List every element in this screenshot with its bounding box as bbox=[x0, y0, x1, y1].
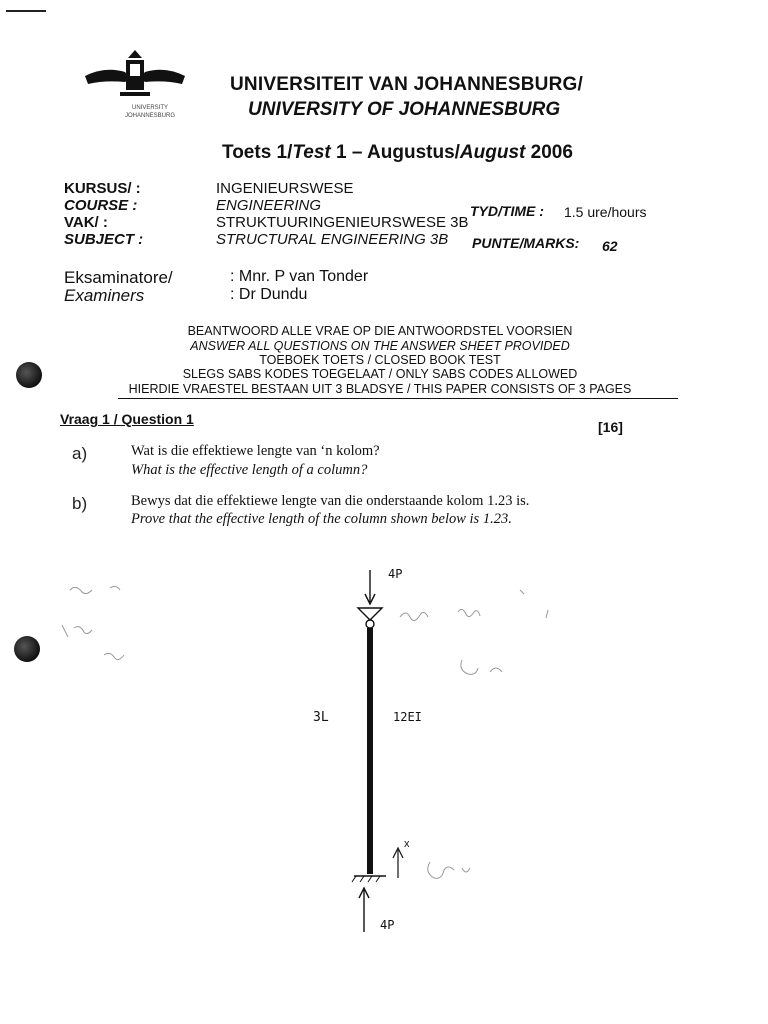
part-b-af: Bewys dat die effektiewe lengte van die onderstaande kolom 1.23 is. bbox=[131, 493, 530, 509]
punch-hole bbox=[14, 636, 40, 662]
test-title: Toets 1/Test 1 – Augustus/August 2006 bbox=[222, 142, 573, 163]
instruction-5: HIERDIE VRAESTEL BESTAAN UIT 3 BLADSYE / THIS PAPER CONSISTS OF 3 PAGES bbox=[128, 382, 632, 396]
part-a-letter: a) bbox=[72, 444, 88, 463]
scan-mark bbox=[6, 10, 46, 12]
course-en: ENGINEERING bbox=[216, 197, 322, 214]
stiffness-label: 12EI bbox=[393, 710, 422, 724]
university-name-en: UNIVERSITY OF JOHANNESBURG bbox=[248, 99, 561, 120]
subject-af: STRUKTUURINGENIEURSWESE 3B bbox=[216, 214, 469, 231]
kursus-label: KURSUS/ : bbox=[64, 180, 141, 197]
subject-label: SUBJECT : bbox=[64, 231, 144, 248]
axis-x-label: x bbox=[404, 838, 410, 850]
time-label: TYD/TIME : bbox=[470, 203, 544, 219]
instruction-1: BEANTWOORD ALLE VRAE OP DIE ANTWOORDSTEL VOORSIEN bbox=[187, 324, 573, 338]
marks-label: PUNTE/MARKS: bbox=[472, 235, 580, 251]
university-logo bbox=[80, 48, 190, 108]
examiner-1: : Mnr. P van Tonder bbox=[230, 268, 369, 285]
part-b-en: Prove that the effective length of the column shown below is 1.23. bbox=[131, 511, 512, 527]
question-marks: [16] bbox=[598, 419, 623, 435]
divider bbox=[118, 398, 678, 399]
examiner-2: : Dr Dundu bbox=[230, 286, 308, 303]
course-af: INGENIEURSWESE bbox=[216, 180, 354, 197]
university-name-af: UNIVERSITEIT VAN JOHANNESBURG/ bbox=[230, 74, 583, 95]
part-a-en: What is the effective length of a column? bbox=[131, 462, 368, 478]
examiners-label-af: Eksaminatore/ bbox=[64, 268, 173, 287]
course-label: COURSE : bbox=[64, 197, 138, 214]
load-bottom-label: 4P bbox=[380, 918, 395, 932]
vak-label: VAK/ : bbox=[64, 214, 108, 231]
part-b-letter: b) bbox=[72, 494, 88, 513]
subject-en: STRUCTURAL ENGINEERING 3B bbox=[216, 231, 449, 248]
examiners-label-en: Examiners bbox=[64, 286, 145, 305]
load-top-label: 4P bbox=[388, 567, 403, 581]
marks-value: 62 bbox=[602, 238, 618, 254]
time-value: 1.5 ure/hours bbox=[564, 204, 647, 220]
part-a-af: Wat is die effektiewe lengte van ‘n kolom? bbox=[131, 443, 380, 459]
instruction-4: SLEGS SABS KODES TOEGELAAT / ONLY SABS CODES ALLOWED bbox=[182, 367, 578, 381]
punch-hole bbox=[16, 362, 42, 388]
instruction-3: TOEBOEK TOETS / CLOSED BOOK TEST bbox=[259, 353, 501, 367]
logo-caption: UNIVERSITY JOHANNESBURG bbox=[124, 105, 175, 119]
length-label: 3L bbox=[313, 710, 329, 725]
instruction-2: ANSWER ALL QUESTIONS ON THE ANSWER SHEET PROVIDED bbox=[190, 339, 570, 353]
column-diagram bbox=[340, 560, 420, 940]
question-title: Vraag 1 / Question 1 bbox=[60, 411, 194, 427]
